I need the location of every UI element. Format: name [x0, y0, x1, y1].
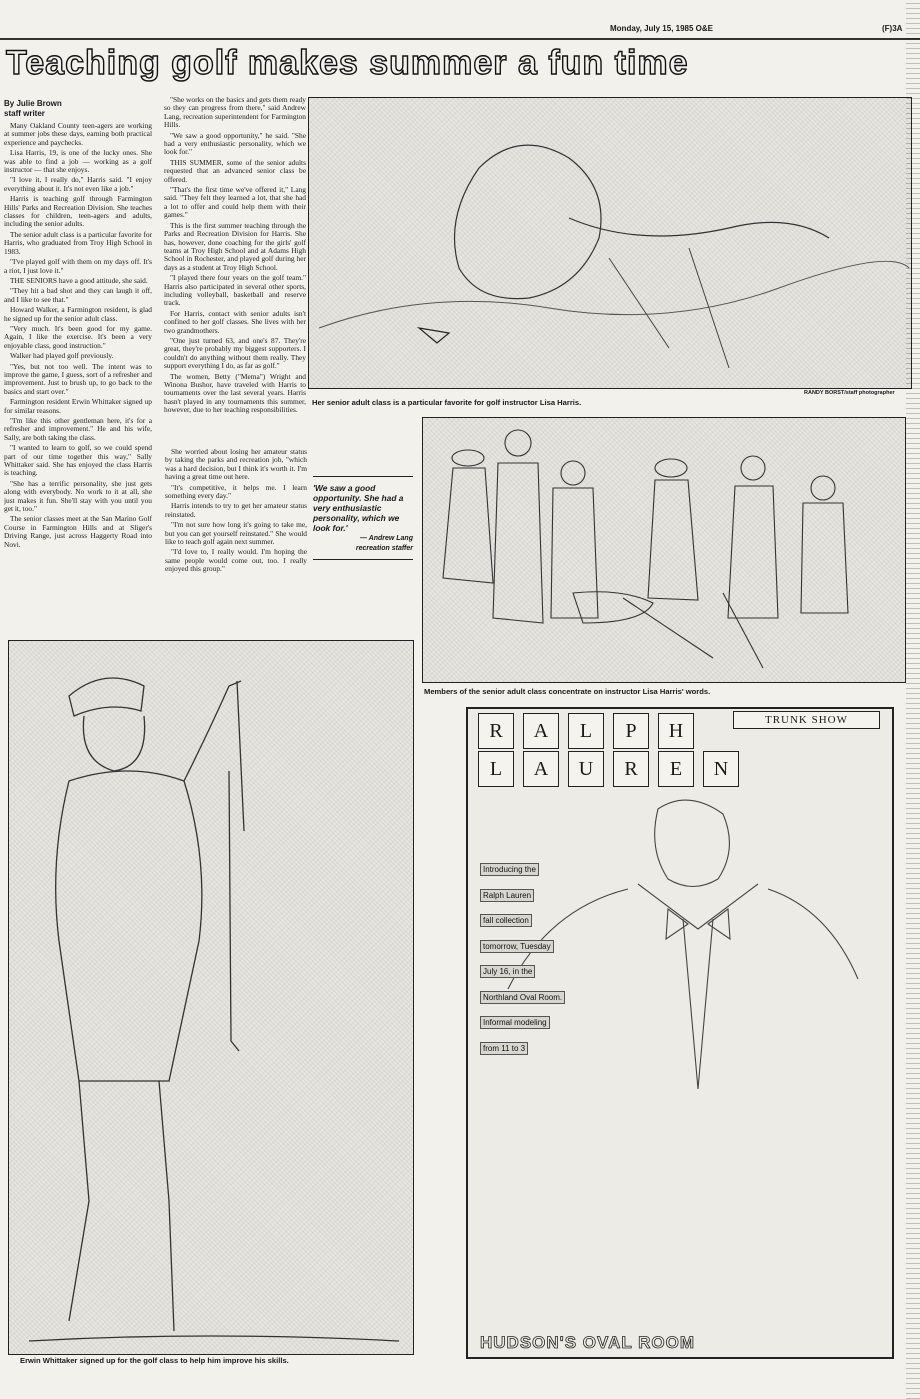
ad-letter: A	[523, 751, 559, 787]
ad-letter: P	[613, 713, 649, 749]
instructor-sketch	[309, 98, 911, 388]
top-rule	[0, 38, 920, 40]
article-paragraph: The senior classes meet at the San Marino Golf Course in Farmington Hills and at Sliger's Driving Range, just across Haggerty Road into Novi.	[4, 514, 152, 549]
page-number: (F)3A	[882, 24, 903, 33]
byline-title: staff writer	[4, 109, 45, 118]
article-paragraph: "I'd love to, I really would. I'm hoping the same people would come out, too. I really enjoyed this group."	[165, 547, 307, 574]
ad-copy-line: Informal modeling	[480, 1016, 550, 1029]
article-paragraph: THE SENIORS have a good attitude, she said.	[10, 275, 148, 285]
golfer-sketch	[9, 641, 413, 1354]
article-paragraph: "That's the first time we've offered it," Lang said. "They felt they learned a lot, that she had a lot to offer and could help them with their games."	[164, 185, 306, 220]
article-column-3	[165, 448, 307, 638]
photo-senior-class	[422, 417, 906, 683]
scan-edge	[906, 0, 920, 1399]
pull-quote-attribution-name: — Andrew Lang	[359, 535, 413, 542]
senior-class-sketch	[423, 418, 905, 682]
article-paragraph: Many Oakland County teen-agers are working at summer jobs these days, earning both practical experience and paychecks.	[4, 122, 152, 147]
ad-letter: R	[613, 751, 649, 787]
ralph-lauren-ad	[466, 707, 894, 1359]
article-paragraph: The senior adult class is a particular favorite for Harris, who graduated from Troy High School in 1983.	[4, 229, 152, 256]
ad-copy-line: fall collection	[480, 914, 532, 927]
ad-copy-line: tomorrow, Tuesday	[480, 940, 554, 953]
byline	[4, 99, 62, 119]
article-paragraph: THIS SUMMER, some of the senior adults requested that an advanced senior class be offered.	[164, 157, 306, 184]
article-paragraph: "Yes, but not too well. The intent was to improve the game, I guess, sort of a refresher and improvement. Just to brush up, to go back to the basics and start over."	[4, 361, 152, 396]
folio-date: Monday, July 15, 1985 O&E	[610, 24, 714, 33]
ad-letter: R	[478, 713, 514, 749]
article-paragraph: "We saw a good opportunity," he said. "She had a very enthusiastic personality, which we look for."	[164, 130, 306, 157]
article-paragraph: This is the first summer teaching through the Parks and Recreation Division for Harris. She has, however, done coaching for the girls' golf teams at Troy High School and at Adams High School in Rochester, and played golf during her days as a student at Troy High School.	[164, 220, 306, 272]
trunk-show-label: TRUNK SHOW	[733, 711, 880, 729]
headline: Teaching golf makes summer a fun time	[6, 44, 689, 82]
ad-copy	[480, 857, 565, 1061]
article-paragraph: For Harris, contact with senior adults isn't confined to her golf classes. She lives with her two grandmothers.	[164, 308, 306, 335]
article-paragraph: "It's competitive, it helps me. I learn something every day."	[165, 482, 307, 501]
photo-instructor	[308, 97, 912, 389]
article-paragraph: "They hit a bad shot and they can laugh it off, and I like to see that."	[4, 286, 152, 304]
article-paragraph: "I played there four years on the golf team." Harris also participated in several other sports, including volleyball, basketball and reserve track.	[164, 273, 306, 308]
ad-copy-line: Introducing the	[480, 863, 539, 876]
article-paragraph: She worried about losing her amateur status by taking the parks and recreation job, "which was a hard decision, but I think it's worth it. I'm having a great time out here.	[165, 448, 307, 482]
ad-letter: H	[658, 713, 694, 749]
photo-credit: RANDY BORST/staff photographer	[804, 390, 895, 396]
article-paragraph: Walker had played golf previously.	[10, 351, 114, 361]
ad-copy-line: from 11 to 3	[480, 1042, 528, 1055]
article-paragraph: The women, Betty ("Mema") Wright and Winona Bushor, have traveled with Harris to tournaments over the last several years. Harris hasn't played in any tournaments this summer, however, due to her teaching responsibilities.	[164, 371, 306, 415]
store-name: HUDSON'S OVAL ROOM	[480, 1333, 696, 1352]
article-paragraph: Harris is teaching golf through Farmington Hills' Parks and Recreation Division. She teaches classes for children, teen-agers and adults, including the senior adults.	[4, 194, 152, 229]
pull-quote-text: 'We saw a good opportunity. She had a very enthusiastic personality, which we look for.'	[313, 483, 404, 533]
page-folio	[610, 24, 903, 33]
article-paragraph: "I'm not sure how long it's going to take me, but you can get yourself reinstated." She would like to teach golf again next summer.	[165, 520, 307, 547]
caption-top-photo: Her senior adult class is a particular favorite for golf instructor Lisa Harris.	[312, 398, 582, 407]
ad-letter: L	[478, 751, 514, 787]
ad-copy-line: Northland Oval Room.	[480, 991, 565, 1004]
ad-name-row-2	[478, 751, 748, 787]
article-column-1	[4, 122, 152, 632]
article-paragraph: "Very much. It's been good for my game. Again, I like the exercise. It's been a very enjoyable class, good instruction."	[4, 323, 152, 350]
article-paragraph: "She has a terrific personality, she just gets along with everybody. No work to it at all, she just makes it fun. She'll stay with you until you get it, too."	[4, 478, 152, 514]
article-paragraph: "I'm like this other gentleman here, it's for a refresher and improvement." He and his wife, Sally, are both taking the class.	[4, 416, 152, 442]
article-paragraph: "She works on the basics and gets them ready so they can progress from there," said Andrew Lang, recreation superintendent for Farmington Hills.	[164, 96, 306, 130]
ad-letter: A	[523, 713, 559, 749]
article-paragraph: "I've played golf with them on my days off. It's a riot, I just love it."	[4, 257, 152, 275]
pull-quote-attribution-role: recreation staffer	[355, 545, 413, 552]
ad-letter: E	[658, 751, 694, 787]
article-paragraph: Howard Walker, a Farmington resident, is glad he signed up for the senior adult class.	[4, 305, 152, 323]
article-paragraph: "I love it, I really do," Harris said. "I enjoy everything about it. It's not even like a job."	[4, 175, 152, 193]
article-paragraph: "I wanted to learn to golf, so we could spend part of our time together this way," Sally Whittaker said. She has enjoyed the class Harris is teaching.	[4, 443, 152, 478]
ad-letter: U	[568, 751, 604, 787]
pull-quote	[313, 476, 413, 560]
ad-copy-line: Ralph Lauren	[480, 889, 534, 902]
byline-author: By Julie Brown	[4, 99, 62, 108]
article-paragraph: Farmington resident Erwin Whittaker signed up for similar reasons.	[4, 397, 152, 415]
article-paragraph: "One just turned 63, and one's 87. They're great, they're probably my biggest supporters. I couldn't do anything without them really. They support everything I do, as far as golf."	[164, 335, 306, 371]
article-paragraph: Lisa Harris, 19, is one of the lucky ones. She was able to find a job — working as a golf instructor — that she enjoys.	[4, 148, 152, 175]
ad-letter: L	[568, 713, 604, 749]
caption-bottom-photo: Erwin Whittaker signed up for the golf class to help him improve his skills.	[20, 1356, 289, 1365]
photo-erwin-whittaker	[8, 640, 414, 1355]
ad-copy-line: July 16, in the	[480, 965, 535, 978]
article-paragraph: Harris intends to try to get her amateur status reinstated.	[165, 501, 307, 519]
ad-name-row-1	[478, 713, 703, 749]
ad-letter: N	[703, 751, 739, 787]
caption-middle-photo: Members of the senior adult class concentrate on instructor Lisa Harris' words.	[424, 687, 711, 696]
